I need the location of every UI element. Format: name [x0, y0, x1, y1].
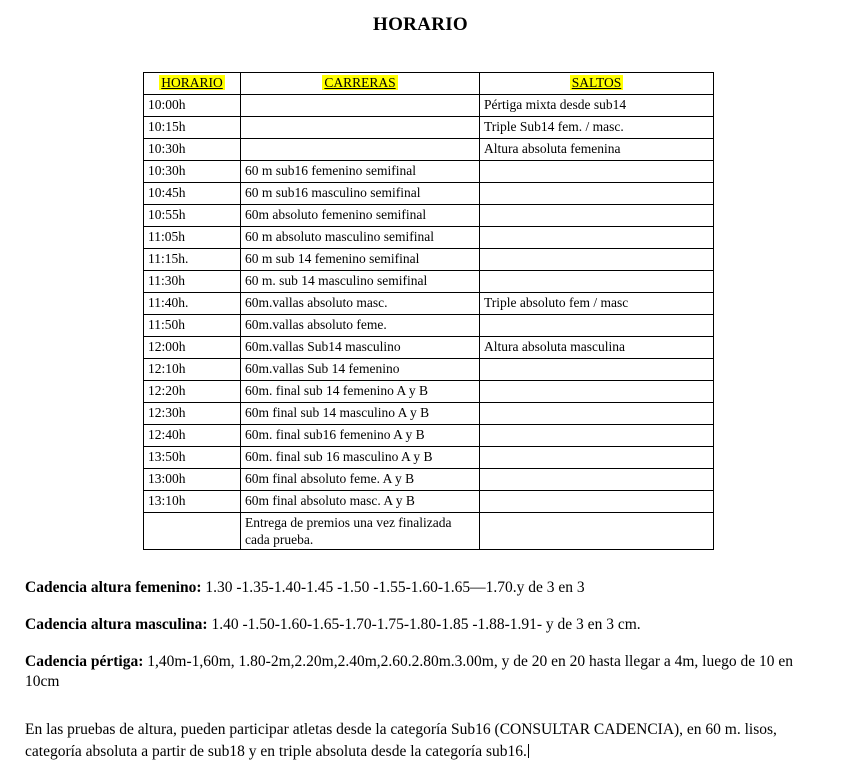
- cell-saltos: [480, 381, 714, 403]
- table-row: [144, 469, 714, 491]
- note-label: Cadencia pértiga:: [25, 653, 144, 670]
- table-row: [144, 205, 714, 227]
- table-row: [144, 381, 714, 403]
- table-row: [144, 161, 714, 183]
- cell-saltos: Triple Sub14 fem. / masc.: [480, 117, 714, 139]
- cell-hora: 12:00h: [144, 337, 241, 359]
- cell-carreras: 60m final absoluto masc. A y B: [241, 491, 480, 513]
- table-row: [144, 513, 714, 550]
- cell-saltos: [480, 227, 714, 249]
- cell-hora: 11:50h: [144, 315, 241, 337]
- column-header-saltos: [480, 73, 714, 95]
- cell-carreras: 60m.vallas absoluto masc.: [241, 293, 480, 315]
- cell-saltos: [480, 205, 714, 227]
- table-row: [144, 447, 714, 469]
- table-row: [144, 359, 714, 381]
- cell-carreras: 60m. final sub16 femenino A y B: [241, 425, 480, 447]
- cell-saltos: [480, 315, 714, 337]
- cell-hora: 10:55h: [144, 205, 241, 227]
- table-header-row: [144, 73, 714, 95]
- cell-carreras: 60 m sub16 femenino semifinal: [241, 161, 480, 183]
- cell-saltos: [480, 513, 714, 550]
- cell-carreras: Entrega de premios una vez finalizada cada prueba.: [241, 513, 480, 550]
- cell-carreras: [241, 139, 480, 161]
- note-label: Cadencia altura femenino:: [25, 579, 202, 596]
- cell-hora: 11:15h.: [144, 249, 241, 271]
- column-header-carreras-label: CARRERAS: [324, 75, 396, 90]
- table-row: [144, 337, 714, 359]
- cell-hora: 10:30h: [144, 161, 241, 183]
- cell-saltos: [480, 161, 714, 183]
- text-cursor: [528, 744, 529, 758]
- note-value: 1,40m-1,60m, 1.80-2m,2.20m,2.40m,2.60.2.80m.3.00m, y de 20 en 20 hasta llegar a 4m, luego de 10 en 10cm: [25, 653, 794, 690]
- table-row: [144, 183, 714, 205]
- note-cadencia-altura-femenino: [25, 578, 815, 598]
- cell-saltos: [480, 425, 714, 447]
- cell-saltos: Pértiga mixta desde sub14: [480, 95, 714, 117]
- page-title: HORARIO: [373, 14, 468, 35]
- notes-section: [25, 578, 815, 763]
- cell-saltos: Triple absoluto fem / masc: [480, 293, 714, 315]
- cell-saltos: [480, 271, 714, 293]
- schedule-table-body: [144, 73, 714, 550]
- cell-hora: 13:10h: [144, 491, 241, 513]
- note-cadencia-altura-masculina: [25, 615, 815, 635]
- note-value: 1.30 -1.35-1.40-1.45 -1.50 -1.55-1.60-1.65—1.70.y de 3 en 3: [201, 579, 585, 596]
- cell-hora: 13:00h: [144, 469, 241, 491]
- cell-saltos: Altura absoluta masculina: [480, 337, 714, 359]
- document-page: [0, 14, 841, 772]
- table-row: [144, 227, 714, 249]
- schedule-table-container: [143, 72, 686, 550]
- cell-carreras: 60m.vallas Sub14 masculino: [241, 337, 480, 359]
- cell-saltos: [480, 491, 714, 513]
- cell-hora: 12:30h: [144, 403, 241, 425]
- cell-carreras: 60 m sub16 masculino semifinal: [241, 183, 480, 205]
- table-row: [144, 315, 714, 337]
- cell-hora: 12:10h: [144, 359, 241, 381]
- schedule-table: [143, 72, 714, 550]
- cell-carreras: 60m final absoluto feme. A y B: [241, 469, 480, 491]
- cell-carreras: 60 m. sub 14 masculino semifinal: [241, 271, 480, 293]
- cell-saltos: [480, 249, 714, 271]
- column-header-saltos-label: SALTOS: [571, 75, 622, 90]
- cell-carreras: 60m. final sub 14 femenino A y B: [241, 381, 480, 403]
- cell-hora: 12:20h: [144, 381, 241, 403]
- cell-hora: 10:00h: [144, 95, 241, 117]
- table-row: [144, 425, 714, 447]
- table-row: [144, 403, 714, 425]
- column-header-horario-label: HORARIO: [161, 75, 223, 90]
- table-row: [144, 491, 714, 513]
- cell-carreras: 60m.vallas Sub 14 femenino: [241, 359, 480, 381]
- cell-hora: [144, 513, 241, 550]
- cell-carreras: 60m absoluto femenino semifinal: [241, 205, 480, 227]
- table-row: [144, 139, 714, 161]
- cell-carreras: 60 m sub 14 femenino semifinal: [241, 249, 480, 271]
- table-row: [144, 117, 714, 139]
- cell-carreras: 60 m absoluto masculino semifinal: [241, 227, 480, 249]
- cell-carreras: [241, 117, 480, 139]
- table-row: [144, 271, 714, 293]
- note-cadencia-pertiga: [25, 652, 815, 692]
- cell-hora: 13:50h: [144, 447, 241, 469]
- column-header-horario: [144, 73, 241, 95]
- note-final-text: En las pruebas de altura, pueden participar atletas desde la categoría Sub16 (CONSULTAR CADENCIA), en 60 m. lisos, categoría absoluta a partir de sub18 y en triple absoluta desde la categoría sub16.: [25, 721, 777, 760]
- note-label: Cadencia altura masculina:: [25, 616, 208, 633]
- cell-saltos: [480, 183, 714, 205]
- table-row: [144, 249, 714, 271]
- cell-carreras: 60m final sub 14 masculino A y B: [241, 403, 480, 425]
- table-row: [144, 293, 714, 315]
- note-final-paragraph: [25, 719, 815, 763]
- cell-saltos: [480, 469, 714, 491]
- cell-hora: 10:45h: [144, 183, 241, 205]
- cell-hora: 11:30h: [144, 271, 241, 293]
- table-row: [144, 95, 714, 117]
- cell-saltos: [480, 359, 714, 381]
- cell-carreras: 60m.vallas absoluto feme.: [241, 315, 480, 337]
- cell-saltos: [480, 403, 714, 425]
- cell-carreras: [241, 95, 480, 117]
- cell-hora: 11:05h: [144, 227, 241, 249]
- cell-carreras: 60m. final sub 16 masculino A y B: [241, 447, 480, 469]
- column-header-carreras: [241, 73, 480, 95]
- cell-hora: 10:15h: [144, 117, 241, 139]
- cell-hora: 12:40h: [144, 425, 241, 447]
- note-value: 1.40 -1.50-1.60-1.65-1.70-1.75-1.80-1.85 -1.88-1.91- y de 3 en 3 cm.: [207, 616, 641, 633]
- cell-saltos: [480, 447, 714, 469]
- cell-hora: 11:40h.: [144, 293, 241, 315]
- cell-hora: 10:30h: [144, 139, 241, 161]
- cell-saltos: Altura absoluta femenina: [480, 139, 714, 161]
